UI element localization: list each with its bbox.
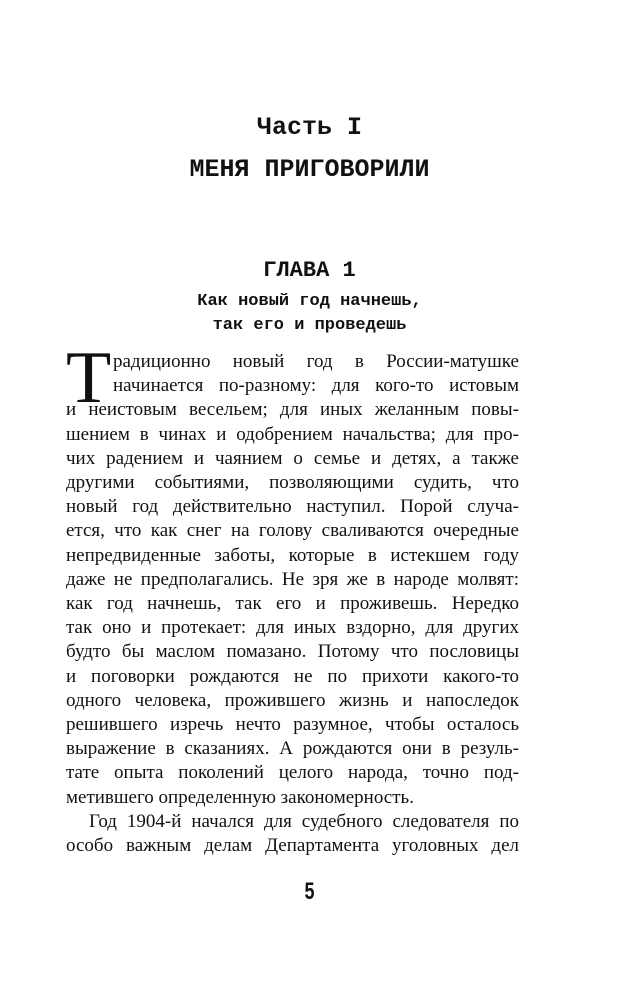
chapter-title [0, 290, 619, 338]
drop-cap: Т [66, 337, 112, 419]
body-line: чих радением и чаянием о семье и детях, а также [66, 447, 519, 469]
part-number: Часть I [256, 113, 363, 142]
body-line: будто бы маслом помазано. Потому что пословицы [66, 641, 519, 663]
body-line: тате опыта поколений целого народа, точно под- [66, 762, 519, 784]
body-line: и поговорки рождаются не по прихоти какого-то [66, 665, 519, 687]
chapter-title-line: так его и проведешь [212, 316, 407, 335]
chapter-number: ГЛАВА 1 [263, 258, 356, 283]
body-line: особо важным делам Департамента уголовных дел [66, 835, 519, 856]
chapter-title-line: Как новый год начнешь, [197, 292, 422, 311]
part-title: МЕНЯ ПРИГОВОРИЛИ [189, 155, 430, 184]
body-line: новый год действительно наступил. Порой случа- [66, 496, 519, 518]
body-line: Год 1904-й начался для судебного следователя по [89, 810, 519, 832]
body-line: так оно и протекает: для иных вздорно, для других [66, 617, 519, 639]
body-line: как год начнешь, так его и проживешь. Нередко [66, 593, 519, 614]
body-line: метившего определенную закономерность. [66, 786, 414, 808]
body-line: другими событиями, позволяющими судить, что [66, 472, 519, 493]
body-line: одного человека, прожившего жизнь и напоследок [66, 689, 519, 711]
body-line: непредвиденные заботы, которые в истекшем году [66, 544, 519, 566]
body-line: радиционно новый год в России-матушке [113, 351, 519, 372]
body-line: шением в чинах и одобрением начальства; для про- [66, 423, 519, 445]
body-line: и неистовым весельем; для иных желанным повы- [66, 399, 519, 421]
body-line: выражение в сказаниях. А рождаются они в резуль- [66, 738, 519, 760]
body-line: решившего изречь нечто разумное, чтобы осталось [66, 714, 519, 735]
body-line: даже не предполагались. Не зря же в народе молвят: [66, 568, 519, 590]
body-line: начинается по-разному: для кого-то истовым [113, 375, 519, 397]
body-line: ется, что как снег на голову сваливаются очередные [66, 520, 519, 542]
page-number: 5 [304, 878, 315, 905]
